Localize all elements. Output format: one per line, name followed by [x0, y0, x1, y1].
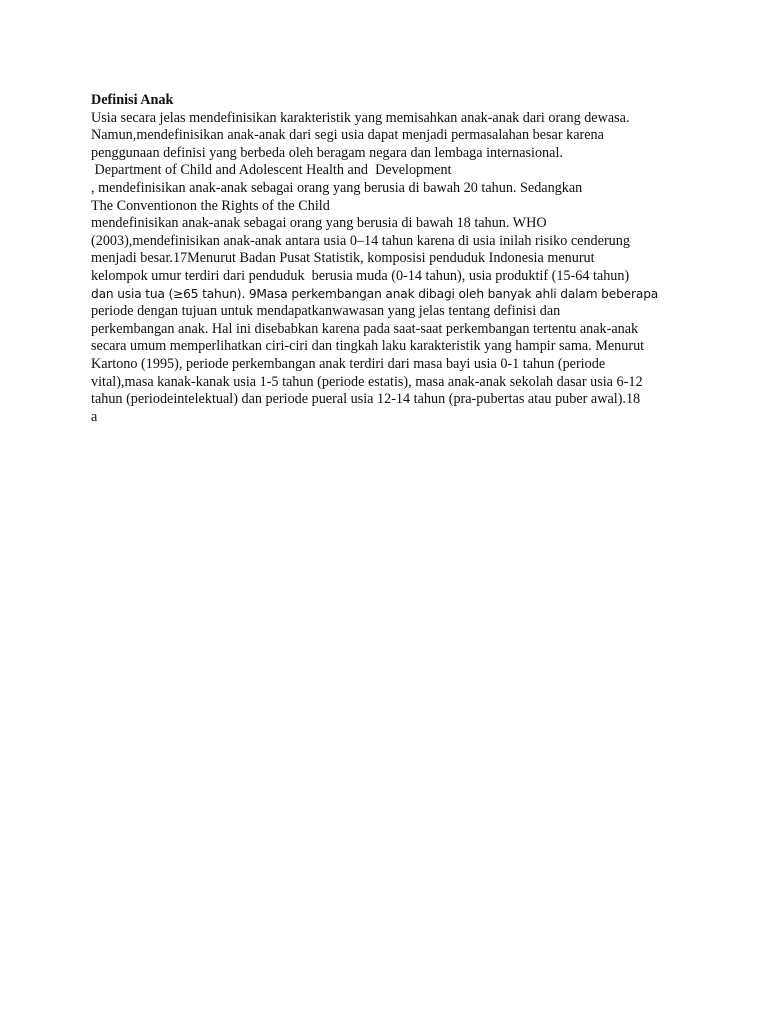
text-line: secara umum memperlihatkan ciri-ciri dan tingkah laku karakteristik yang hampir sama. Menurut: [91, 338, 645, 355]
text-line: , mendefinisikan anak-anak sebagai orang yang berusia di bawah 20 tahun. Sedangkan: [91, 179, 583, 196]
text-line: periode dengan tujuan untuk mendapatkanwawasan yang jelas tentang definisi dan: [91, 303, 561, 320]
text-line: (2003),mendefinisikan anak-anak antara usia 0–14 tahun karena di usia inilah risiko cenderung: [91, 232, 630, 249]
text-line: vital),masa kanak-kanak usia 1-5 tahun (periode estatis), masa anak-anak sekolah dasar usia 6-12: [91, 373, 643, 390]
document-body: [91, 92, 711, 426]
text-line: penggunaan definisi yang berbeda oleh beragam negara dan lembaga internasional.: [91, 144, 563, 161]
text-line: kelompok umur terdiri dari penduduk berusia muda (0-14 tahun), usia produktif (15-64 tahun): [91, 267, 630, 284]
text-line: a: [91, 408, 98, 425]
text-line: dan usia tua (≥65 tahun). 9Masa perkembangan anak dibagi oleh banyak ahli dalam beberapa: [91, 286, 659, 301]
text-line: perkembangan anak. Hal ini disebabkan karena pada saat-saat perkembangan tertentu anak-anak: [91, 320, 639, 337]
document-title: Definisi Anak: [91, 92, 174, 108]
text-line: The Conventionon the Rights of the Child: [91, 197, 330, 214]
text-line: menjadi besar.17Menurut Badan Pusat Statistik, komposisi penduduk Indonesia menurut: [91, 250, 595, 267]
text-line: tahun (periodeintelektual) dan periode pueral usia 12-14 tahun (pra-pubertas atau puber awal).18: [91, 391, 641, 408]
text-line: mendefinisikan anak-anak sebagai orang yang berusia di bawah 18 tahun. WHO: [91, 215, 547, 232]
text-line: Namun,mendefinisikan anak-anak dari segi usia dapat menjadi permasalahan besar karena: [91, 127, 604, 144]
text-line: Kartono (1995), periode perkembangan anak terdiri dari masa bayi usia 0-1 tahun (periode: [91, 355, 606, 372]
text-line: Usia secara jelas mendefinisikan karakteristik yang memisahkan anak-anak dari orang dewasa.: [91, 109, 630, 126]
text-line: Department of Child and Adolescent Health and Development: [91, 162, 452, 179]
